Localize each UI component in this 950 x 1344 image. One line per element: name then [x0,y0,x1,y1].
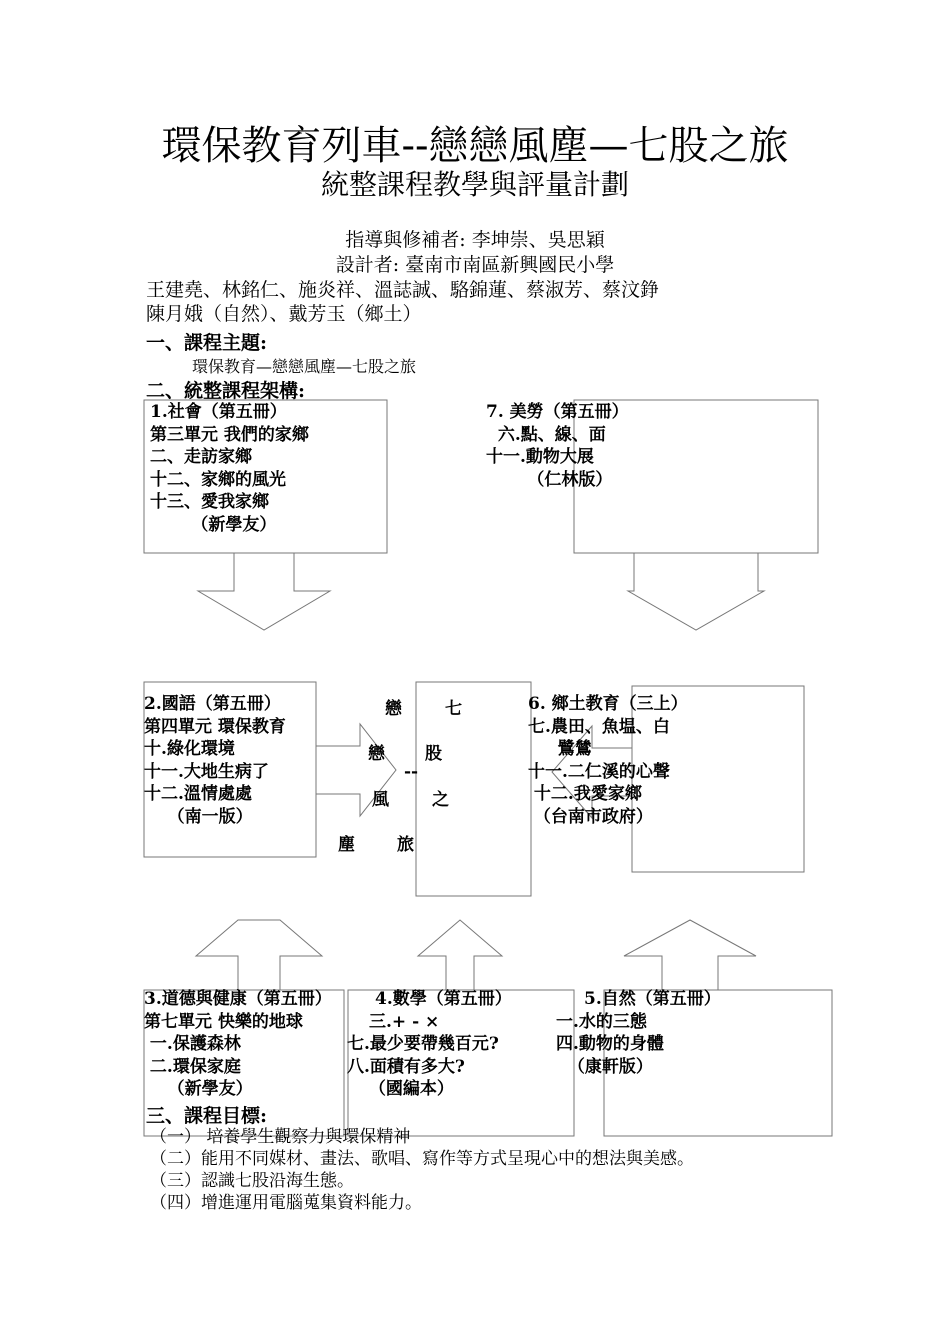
objectives-list [150,1126,694,1214]
box-arts-line: 六.點、線、面 [486,424,606,445]
center-char: 戀 [368,744,385,764]
objective-item: （一） 培養學生觀察力與環保精神 [150,1127,411,1147]
box-ethics-line: （新學友） [144,1079,253,1099]
box-math-line: 八.面積有多大? [347,1056,465,1077]
arrow-down-left [198,553,330,630]
center-char: 之 [432,790,449,810]
box-chinese-line: （南一版） [144,806,253,827]
center-char: 七 [445,699,462,719]
box-nature-line: （康軒版） [556,1056,653,1077]
box-nature [556,988,721,1078]
box-math-line: 三.+ - × [369,1011,440,1032]
members-line-2: 陳月娥（自然）、戴芳玉（鄉土） [146,303,422,325]
objective-item: （二）能用不同媒材、畫法、歌唱、寫作等方式呈現心中的想法與美感。 [150,1149,694,1169]
box-social-line: （新學友） [150,514,277,535]
box-ethics [144,988,332,1101]
box-chinese-line: 十二.溫情處處 [144,784,252,804]
arrow-up-left [196,920,322,990]
box-local-line: 十二.我愛家鄉 [528,784,642,804]
box-nature-line: 四.動物的身體 [556,1034,664,1054]
box-local-line: 6. 鄉土教育（三上） [528,694,688,714]
arrow-up-middle [418,920,502,990]
box-ethics-line: 3.道德與健康（第五冊） [144,989,332,1009]
box-arts-line: 7. 美勞（第五冊） [486,402,629,422]
center-char: 塵 [338,835,355,855]
designer: 設計者: 臺南市南區新興國民小學 [335,254,615,276]
page-title: 環保教育列車--戀戀風塵—七股之旅 [161,123,789,169]
box-arts [486,401,629,491]
box-math-line: （國編本） [357,1079,454,1099]
section1-theme: 環保教育—戀戀風塵—七股之旅 [192,357,417,376]
box-local-line: 十一.二仁溪的心聲 [528,761,670,782]
box-local [528,693,688,828]
advisors: 指導與修補者: 李坤崇、吳思穎 [345,229,605,251]
box-ethics-line: 一.保護森林 [144,1034,241,1054]
box-ethics-line: 第七單元 快樂的地球 [144,1011,303,1032]
arrow-down-right [628,553,764,630]
box-arts-line: 十一.動物大展 [486,447,594,467]
box-math [347,988,512,1101]
box-local-line: 鷺鷥 [528,739,592,759]
box-chinese-line: 十.綠化環境 [144,739,235,759]
box-ethics-line: 二.環保家庭 [144,1056,241,1077]
box-chinese-line: 2.國語（第五冊） [144,694,281,714]
section1-heading: 一、課程主題: [146,332,268,354]
box-nature-line: 一.水的三態 [556,1011,647,1032]
box-math-line: 七.最少要帶幾百元? [347,1034,499,1054]
box-social-line: 二、走訪家鄉 [150,447,252,467]
box-social-line: 1.社會（第五冊） [150,402,287,422]
center-char: -- [404,762,419,782]
box-chinese-line: 第四單元 環保教育 [144,716,286,737]
box-nature-line: 5.自然（第五冊） [584,989,721,1009]
box-chinese-line: 十一.大地生病了 [144,761,269,782]
box-social-line: 十二、家鄉的風光 [150,469,286,490]
objective-item: （三）認識七股沿海生態。 [150,1171,354,1191]
center-char: 風 [372,790,389,810]
box-social [150,401,309,536]
box-arts-line: （仁林版） [486,469,613,490]
center-char: 旅 [397,835,414,855]
box-local-line: 七.農田、魚塭、白 [528,716,670,737]
objective-item: （四）增進運用電腦蒐集資料能力。 [150,1193,422,1213]
arrow-up-right [624,920,756,990]
box-local-line: （台南市政府） [528,806,653,827]
center-char: 股 [425,744,442,764]
box-chinese [144,693,286,828]
section3-heading: 三、課程目標: [146,1105,268,1127]
members-line-1: 王建堯、林銘仁、施炎祥、溫誌誠、駱錦蓮、蔡淑芳、蔡汶錚 [146,279,660,301]
page-subtitle: 統整課程教學與評量計劃 [320,168,629,201]
center-char: 戀 [385,699,402,719]
box-social-line: 十三、愛我家鄉 [150,492,269,512]
section2-heading: 二、統整課程架構: [146,380,306,402]
box-math-line: 4.數學（第五冊） [375,989,512,1009]
box-social-line: 第三單元 我們的家鄉 [150,424,309,445]
